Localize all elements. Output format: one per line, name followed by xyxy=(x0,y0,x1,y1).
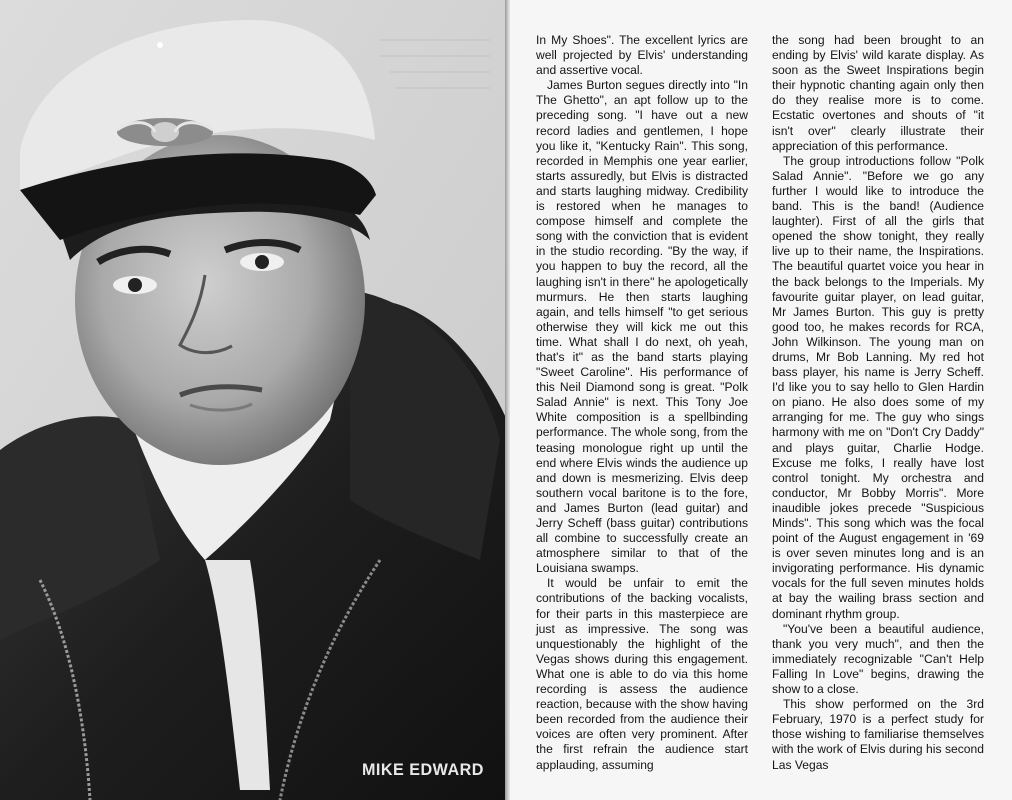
paragraph: "You've been a beautiful audience, thank you very much", and then the immediately recognizable "Can't Help Falling In Love" begins, drawing the show to a close. xyxy=(772,621,984,697)
article-page xyxy=(510,0,1012,800)
paragraph: James Burton segues directly into "In The Ghetto", an apt follow up to the preceding song. "I have out a new record ladies and gentlemen, I hope you like it, "Kentucky Rain". This song, recorded in Memphis one year earlier, starts assuredly, but Elvis is distracted and starts laughing midway. Credibility is restored when he manages to compose himself and complete the song with the conviction that is evident in the studio recording. "By the way, if you happen to buy the record, all the laughing isn't in there" he apologetically murmurs. He then starts laughing again, and tells himself "to get serious otherwise they will kick me out this time. What shall I do next, oh yeah, that's it" as the band starts playing "Sweet Caroline". His performance of this Neil Diamond song is great. "Polk Salad Annie" is next. This Tony Joe White composition is a spellbinding performance. The whole song, from the teasing monologue right up until the end where Elvis winds the audience up and down is mesmerizing. Elvis deep southern vocal baritone is to the fore, and James Burton (lead guitar) and Jerry Scheff (bass guitar) contributions all combine to successfully create an atmosphere similar to that of the Louisiana swamps. xyxy=(536,78,748,576)
paragraph: The group introductions follow "Polk Salad Annie". "Before we go any further I would like to introduce the band. This is the band! (Audience laughter). First of all the girls that opened the show tonight, they really live up to their name, the Inspirations. The beautiful quartet voice you hear in the back belongs to the Imperials. My favourite guitar player, on lead guitar, Mr James Burton. This guy is pretty good too, he makes records for RCA, John Wilkinson. The young man on drums, Mr Bob Lanning. My red hot bass player, his name is Jerry Scheff. I'd like you to say hello to Glen Hardin on piano. He also does some of my arranging for me. The guy who sings harmony with me on "Don't Cry Daddy" and plays guitar, Charlie Hodge. Excuse me folks, I really have lost control tonight. My orchestra and conductor, Mr Bobby Morris". More inaudible jokes precede "Suspicious Minds". This song which was the focal point of the August engagement in '69 is over seven minutes long and is an invigorating performance. His dynamic vocals for the full seven minutes holds at bay the wailing brass section and dominant rhythm group. xyxy=(772,153,984,621)
paragraph: the song had been brought to an ending by Elvis' wild karate display. As soon as the Sweet Inspirations begin their hypnotic chanting again only then do they realise more is to come. Ecstatic overtones and shouts of "it isn't over" clearly illustrate their appreciation of this performance. xyxy=(772,33,984,153)
article-column-1 xyxy=(536,33,748,773)
paragraph: This show performed on the 3rd February, 1970 is a perfect study for those wishing to familiarise themselves with the work of Elvis during his second Las Vegas xyxy=(772,697,984,772)
paragraph: It would be unfair to emit the contributions of the backing vocalists, for their parts in this masterpiece are just as impressive. The song was unquestionably the highlight of the Vegas shows during this engagement. What one is able to do via this home recording is assess the audience reaction, because with the show having been recorded from the audience their voices are often very prominent. After the first refrain the audience start applauding, assuming xyxy=(536,576,748,772)
paragraph: In My Shoes". The excellent lyrics are well projected by Elvis' understanding and assertive vocal. xyxy=(536,33,748,78)
photo-credit: MIKE EDWARD xyxy=(362,760,484,779)
article-column-2 xyxy=(772,33,984,773)
